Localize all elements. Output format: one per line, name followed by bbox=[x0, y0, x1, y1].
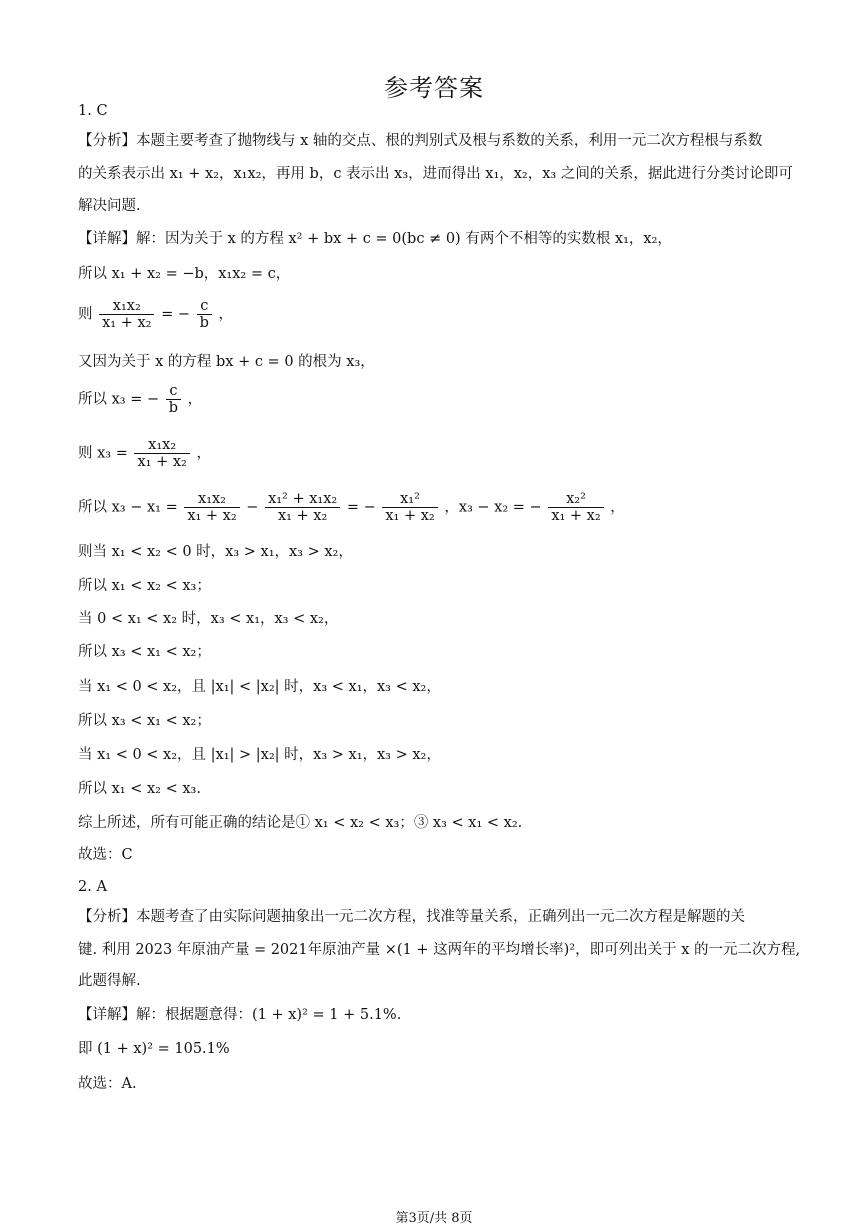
q2-analysis-line-2: 键. 利用 2023 年原油产量 = 2021年原油产量 ×(1 + 这两年的平均增长率)²，即可列出关于 x 的一元二次方程, bbox=[78, 942, 801, 958]
q1-case-1-result: 所以 x₁ < x₂ < x₃； bbox=[78, 578, 211, 594]
denominator: x₁ + x₂ bbox=[102, 315, 152, 331]
q1-analysis-line-3: 解决问题. bbox=[78, 198, 141, 214]
q1-summary: 综上所述，所有可能正确的结论是① x₁ < x₂ < x₃；③ x₃ < x₁ < x₂. bbox=[78, 815, 523, 831]
text: = − bbox=[161, 306, 190, 323]
q2-choice: 故选：A. bbox=[78, 1076, 137, 1092]
fraction bbox=[134, 437, 189, 470]
denominator: x₁ + x₂ bbox=[551, 508, 601, 524]
q1-detail-line-1: 【详解】解：因为关于 x 的方程 x² + bx + c = 0(bc ≠ 0) 有两个不相等的实数根 x₁，x₂， bbox=[78, 231, 672, 247]
q2-detail-line-2: 即 (1 + x)² = 105.1% bbox=[78, 1041, 230, 1057]
fraction bbox=[548, 491, 603, 524]
fraction bbox=[265, 491, 340, 524]
numerator: x₁² + x₁x₂ bbox=[265, 491, 340, 508]
denominator: x₁ + x₂ bbox=[187, 508, 237, 524]
numerator: x₁x₂ bbox=[99, 298, 154, 315]
q2-analysis-line-3: 此题得解. bbox=[78, 973, 141, 989]
q1-detail-line-5 bbox=[78, 383, 202, 416]
denominator: x₁ + x₂ bbox=[385, 508, 435, 524]
q2-answer: 2. A bbox=[78, 879, 107, 895]
text: − bbox=[246, 499, 259, 516]
page-footer: 第3页/共 8页 bbox=[395, 1211, 473, 1226]
numerator: c bbox=[197, 298, 212, 315]
text: 所以 x₃ = − bbox=[78, 391, 160, 408]
numerator: x₁x₂ bbox=[134, 437, 189, 454]
denominator: x₁ + x₂ bbox=[137, 454, 187, 470]
q1-case-2: 当 0 < x₁ < x₂ 时，x₃ < x₁，x₃ < x₂， bbox=[78, 611, 339, 627]
text: 则 x₃ = bbox=[78, 445, 128, 462]
text: ， bbox=[196, 445, 211, 462]
q2-detail-line-1: 【详解】解：根据题意得：(1 + x)² = 1 + 5.1%. bbox=[78, 1007, 402, 1023]
q1-case-4: 当 x₁ < 0 < x₂，且 |x₁| > |x₂| 时，x₃ > x₁，x₃ > x₂， bbox=[78, 747, 441, 763]
q1-analysis-line-2: 的关系表示出 x₁ + x₂，x₁x₂，再用 b，c 表示出 x₃，进而得出 x₁，x₂，x₃ 之间的关系，据此进行分类讨论即可 bbox=[78, 166, 793, 182]
q1-case-1: 则当 x₁ < x₂ < 0 时，x₃ > x₁，x₃ > x₂， bbox=[78, 544, 353, 560]
numerator: x₁² bbox=[382, 491, 437, 508]
numerator: x₂² bbox=[548, 491, 603, 508]
numerator: c bbox=[166, 383, 181, 400]
q1-analysis-line-1: 【分析】本题主要考查了抛物线与 x 轴的交点、根的判别式及根与系数的关系，利用一元二次方程根与系数 bbox=[78, 133, 763, 149]
fraction bbox=[99, 298, 154, 331]
denominator: b bbox=[168, 400, 179, 416]
q1-detail-line-6 bbox=[78, 437, 211, 470]
numerator: x₁x₂ bbox=[184, 491, 239, 508]
q1-case-3-result: 所以 x₃ < x₁ < x₂； bbox=[78, 713, 211, 729]
denominator: x₁ + x₂ bbox=[277, 508, 328, 524]
q1-answer: 1. C bbox=[78, 103, 108, 119]
q1-detail-line-3 bbox=[78, 298, 233, 331]
q1-case-3: 当 x₁ < 0 < x₂，且 |x₁| < |x₂| 时，x₃ < x₁，x₃ < x₂， bbox=[78, 679, 441, 695]
fraction bbox=[184, 491, 239, 524]
text: 所以 x₃ − x₁ = bbox=[78, 499, 178, 516]
page-title: 参考答案 bbox=[384, 74, 484, 102]
q2-analysis-line-1: 【分析】本题考查了由实际问题抽象出一元二次方程，找准等量关系，正确列出一元二次方程是解题的关 bbox=[78, 909, 745, 925]
denominator: b bbox=[199, 315, 209, 331]
q1-choice: 故选：C bbox=[78, 847, 133, 863]
q1-detail-line-4: 又因为关于 x 的方程 bx + c = 0 的根为 x₃， bbox=[78, 354, 375, 370]
q1-detail-line-7 bbox=[78, 491, 625, 524]
text: = − bbox=[346, 499, 376, 516]
fraction bbox=[382, 491, 437, 524]
text: ，x₃ − x₂ = − bbox=[444, 499, 542, 516]
text: ， bbox=[218, 306, 234, 323]
text: ， bbox=[610, 499, 625, 516]
text: 则 bbox=[78, 306, 93, 323]
q1-case-2-result: 所以 x₃ < x₁ < x₂； bbox=[78, 644, 211, 660]
fraction bbox=[166, 383, 181, 416]
q1-case-4-result: 所以 x₁ < x₂ < x₃. bbox=[78, 781, 201, 797]
text: ， bbox=[187, 391, 203, 408]
q1-detail-line-2: 所以 x₁ + x₂ = −b，x₁x₂ = c， bbox=[78, 266, 291, 282]
fraction bbox=[197, 298, 212, 331]
